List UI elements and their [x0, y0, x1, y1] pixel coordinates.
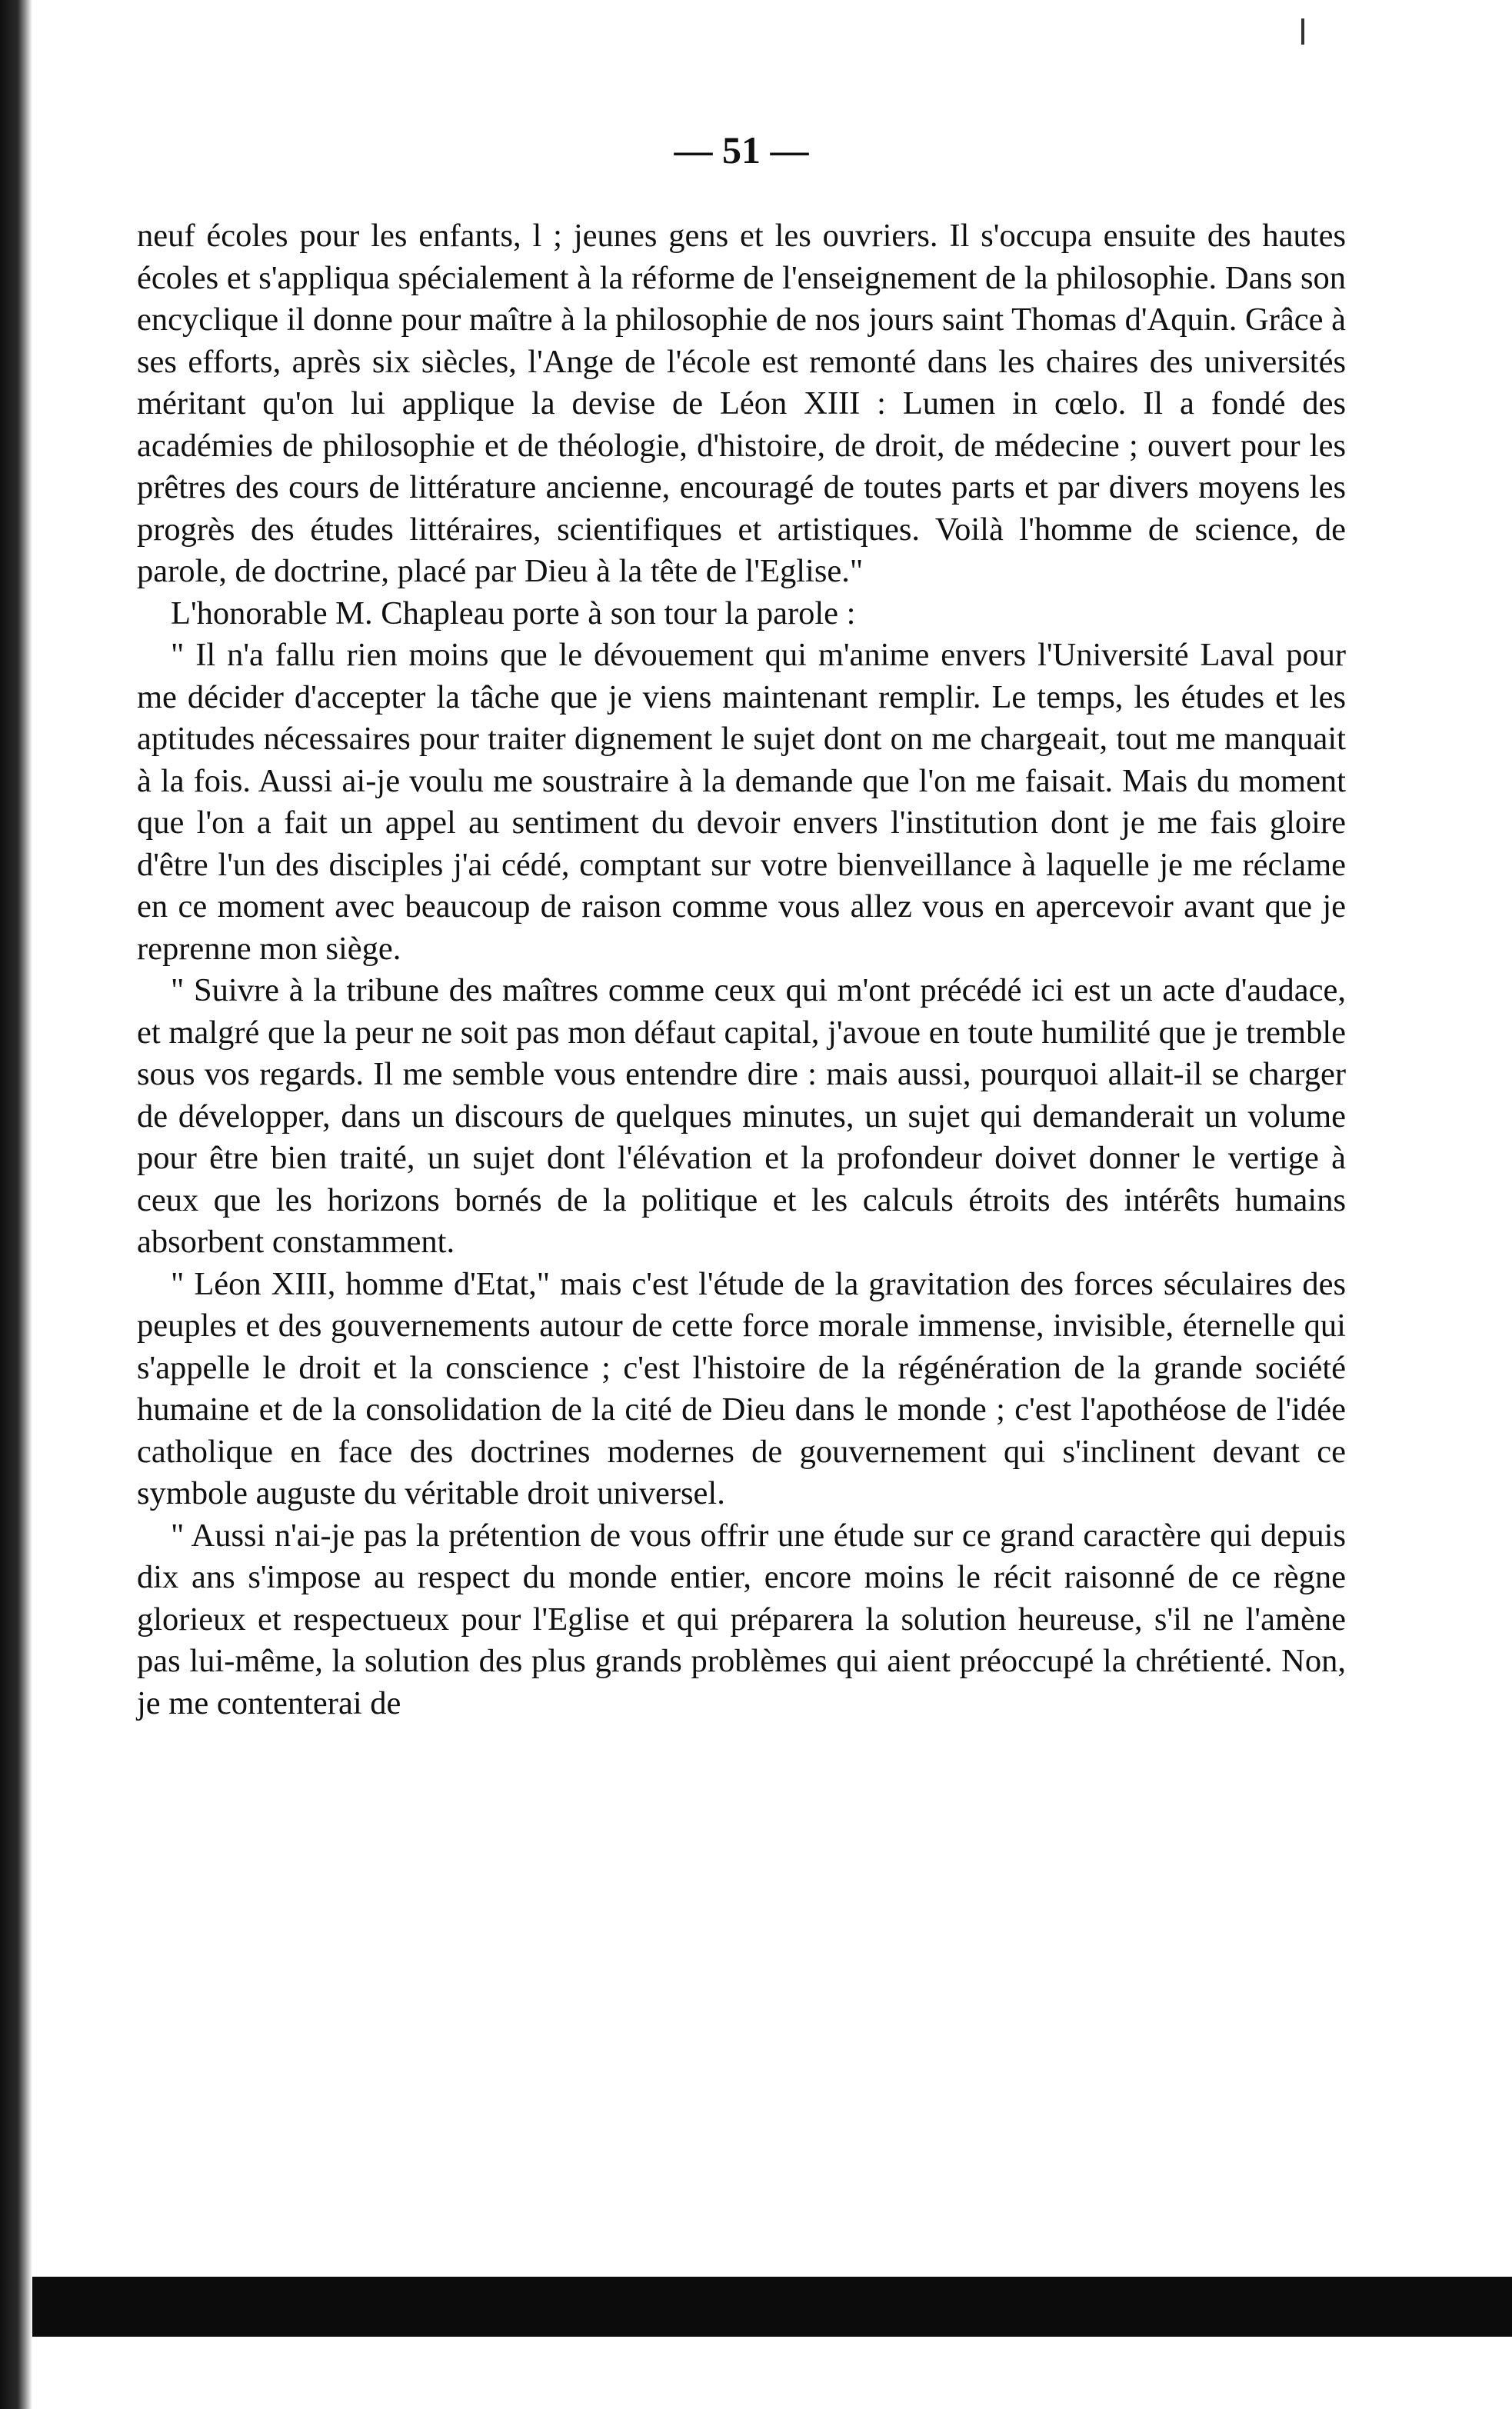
page-number: — 51 — [674, 128, 809, 172]
scan-bottom-bar [32, 2277, 1512, 2337]
book-page [137, 115, 1346, 1724]
page-body [137, 215, 1346, 1724]
paragraph: " Il n'a fallu rien moins que le dévouement qui m'anime envers l'Université Laval pour me décider d'accepter la tâche que je viens maintenant remplir. Le temps, les études et les aptitudes nécessaires pour traiter dignement le sujet dont on me chargeait, tout me manquait à la fois. Aussi ai-je voulu me soustraire à la demande que l'on me faisait. Mais du moment que l'on a fait un appel au sentiment du devoir envers l'institution dont je me fais gloire d'être l'un des disciples j'ai cédé, comptant sur votre bienveillance à laquelle je me réclame en ce moment avec beaucoup de raison comme vous allez vous en apercevoir avant que je reprenne mon siège. [137, 637, 1346, 967]
paragraph: " Léon XIII, homme d'Etat," mais c'est l'étude de la gravitation des forces séculaires des peuples et des gouvernements autour de cette force morale immense, invisible, éternelle qui s'appelle le droit et la conscience ; c'est l'histoire de la régénération de la grande société humaine et de la consolidation de la cité de Dieu dans le monde ; c'est l'apothéose de l'idée catholique en face des doctrines modernes de gouvernement qui s'inclinent devant ce symbole auguste du véritable droit universel. [137, 1265, 1346, 1511]
paragraph: neuf écoles pour les enfants, l ; jeunes gens et les ouvriers. Il s'occupa ensuite des hautes écoles et s'appliqua spécialement à la réforme de l'enseignement de la philosophie. Dans son encyclique il donne pour maître à la philosophie de nos jours saint Thomas d'Aquin. Grâce à ses efforts, après six siècles, l'Ange de l'école est remonté dans les chaires des universités méritant qu'on lui applique la devise de Léon XIII : Lumen in cœlo. Il a fondé des académies de philosophie et de théologie, d'histoire, de droit, de médecine ; ouvert pour les prêtres des cours de littérature ancienne, encouragé de toutes parts et par divers moyens les progrès des études littéraires, scientifiques et artistiques. Voilà l'homme de science, de parole, de doctrine, placé par Dieu à la tête de l'Eglise." [137, 218, 1346, 589]
paragraph: " Aussi n'ai-je pas la prétention de vous offrir une étude sur ce grand caractère qui depuis dix ans s'impose au respect du monde entier, encore moins le récit raisonné de ce règne glorieux et respectueux pour l'Eglise et qui préparera la solution heureuse, s'il ne l'amène pas lui-même, la solution des plus grands problèmes qui aient préoccupé la chrétienté. Non, je me contenterai de [137, 1517, 1346, 1721]
scan-edge-shadow [0, 0, 32, 2409]
paragraph: L'honorable M. Chapleau porte à son tour la parole : [171, 595, 856, 631]
stray-ink-mark [1301, 18, 1304, 45]
paragraph: " Suivre à la tribune des maîtres comme ceux qui m'ont précédé ici est un acte d'audace, et malgré que la peur ne soit pas mon défaut capital, j'avoue en toute humilité que je tremble sous vos regards. Il me semble vous entendre dire : mais aussi, pourquoi allait-il se charger de développer, dans un discours de quelques minutes, un sujet qui demanderait un volume pour être bien traité, un sujet dont l'élévation et la profondeur doivet donner le vertige à ceux que les horizons bornés de la politique et les calculs étroits des intérêts humains absorbent constamment. [137, 972, 1346, 1260]
